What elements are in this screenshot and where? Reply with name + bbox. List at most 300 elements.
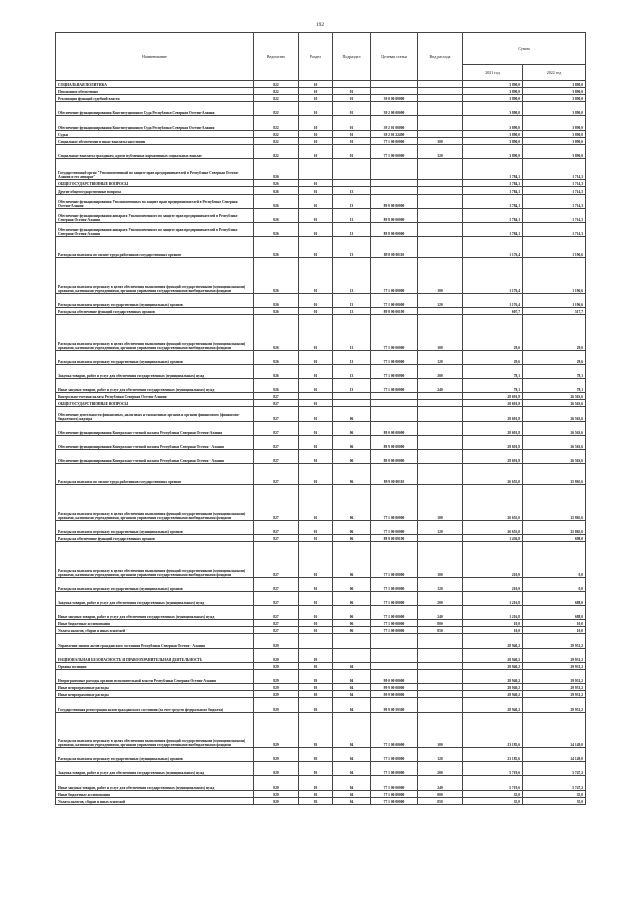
sum-2022-cell: 26 563,6 — [523, 421, 586, 435]
ved-cell: 826 — [254, 222, 299, 236]
sum-2021-cell: 1 176,4 — [463, 293, 523, 307]
razdel-cell: 01 — [299, 606, 333, 620]
podrazdel-cell: 04 — [333, 662, 371, 669]
sum-2021-cell: 28 940,2 — [463, 634, 523, 648]
name-cell: Органы юстиции — [56, 662, 254, 669]
sum-2021-cell: 35,0 — [463, 797, 523, 804]
header-2021: 2021 год — [463, 65, 523, 81]
sum-2021-cell: 1 784,1 — [463, 194, 523, 208]
podrazdel-cell — [333, 180, 371, 187]
table-row — [56, 577, 586, 591]
name-cell: Расходы на выплаты персоналу в целях обеспечения выполнения функций государственными (муниципальными) органами, казенными учреждениями, органами управления государственными внебюджетными фондами — [56, 542, 254, 578]
vr-cell — [418, 393, 463, 400]
razdel-cell: 03 — [299, 669, 333, 683]
vr-cell — [418, 81, 463, 88]
vr-cell: 100 — [418, 485, 463, 521]
vr-cell: 120 — [418, 520, 463, 534]
sum-2021-cell: 78,1 — [463, 379, 523, 393]
sum-2022-cell: 1 714,3 — [523, 180, 586, 187]
podrazdel-cell: 04 — [333, 790, 371, 797]
vr-cell — [418, 435, 463, 449]
sum-2021-cell: 1 784,1 — [463, 222, 523, 236]
sum-2022-cell: 3 890,0 — [523, 130, 586, 137]
table-row — [56, 407, 586, 421]
sum-2021-cell: 28 940,2 — [463, 698, 523, 712]
razdel-cell: 01 — [299, 542, 333, 578]
podrazdel-cell: 06 — [333, 435, 371, 449]
sum-2022-cell: 25 865,6 — [523, 485, 586, 521]
ved-cell: 829 — [254, 797, 299, 804]
ved-cell: 827 — [254, 606, 299, 620]
table-row — [56, 258, 586, 294]
ved-cell: 829 — [254, 748, 299, 762]
name-cell: Обеспечение функционирования Контрольно-счетной палаты Республики Северная Осетия-Алания — [56, 421, 254, 435]
ved-cell: 829 — [254, 698, 299, 712]
sum-2021-cell: 3 890,0 — [463, 116, 523, 130]
sum-2022-cell: 1 714,3 — [523, 159, 586, 180]
razdel-cell: 03 — [299, 776, 333, 790]
header-vr: Вид расхода — [418, 33, 463, 81]
razdel-cell: 01 — [299, 379, 333, 393]
cs-cell — [371, 400, 418, 407]
cs-cell: 77 1 00 00000 — [371, 762, 418, 776]
name-cell: Социальное обеспечение и иные выплаты населению — [56, 137, 254, 144]
cs-cell: 77 1 00 00000 — [371, 379, 418, 393]
cs-cell — [371, 407, 418, 421]
razdel-cell: 01 — [299, 315, 333, 351]
cs-cell — [371, 393, 418, 400]
cs-cell: 39 2 00 00000 — [371, 102, 418, 116]
name-cell: Судьи — [56, 130, 254, 137]
ved-cell: 829 — [254, 762, 299, 776]
razdel-cell: 03 — [299, 790, 333, 797]
razdel-cell: 01 — [299, 577, 333, 591]
vr-cell — [418, 698, 463, 712]
razdel-cell: 01 — [299, 400, 333, 407]
table-row — [56, 542, 586, 578]
cs-cell: 39 2 01 00000 — [371, 116, 418, 130]
sum-2022-cell: 29 931,2 — [523, 662, 586, 669]
table-row — [56, 180, 586, 187]
cs-cell: 77 1 00 00000 — [371, 144, 418, 158]
table-row — [56, 762, 586, 776]
cs-cell — [371, 662, 418, 669]
podrazdel-cell: 06 — [333, 577, 371, 591]
vr-cell: 100 — [418, 258, 463, 294]
ved-cell: 829 — [254, 712, 299, 748]
razdel-cell: 03 — [299, 797, 333, 804]
podrazdel-cell: 04 — [333, 797, 371, 804]
sum-2021-cell: 210,0 — [463, 542, 523, 578]
sum-2022-cell: 1 196,6 — [523, 258, 586, 294]
razdel-cell: 10 — [299, 144, 333, 158]
name-cell: Непрограммные расходы органов исполнительной власти Республики Северная Осетия-Алания — [56, 669, 254, 683]
ved-cell: 827 — [254, 400, 299, 407]
sum-2022-cell: 29 931,2 — [523, 648, 586, 662]
sum-2021-cell: 26 655,0 — [463, 464, 523, 485]
podrazdel-cell: 01 — [333, 137, 371, 144]
ved-cell: 826 — [254, 293, 299, 307]
ved-cell: 829 — [254, 684, 299, 691]
podrazdel-cell: 04 — [333, 762, 371, 776]
podrazdel-cell: 04 — [333, 776, 371, 790]
table-row — [56, 421, 586, 435]
razdel-cell: 01 — [299, 627, 333, 634]
cs-cell: 77 1 00 00000 — [371, 137, 418, 144]
table-row — [56, 520, 586, 534]
ved-cell: 826 — [254, 208, 299, 222]
ved-cell: 822 — [254, 116, 299, 130]
table-row — [56, 364, 586, 378]
ved-cell: 822 — [254, 102, 299, 116]
sum-2021-cell: 5 719,6 — [463, 776, 523, 790]
sum-2021-cell: 26 655,0 — [463, 520, 523, 534]
sum-2021-cell: 29,6 — [463, 315, 523, 351]
razdel-cell: 01 — [299, 620, 333, 627]
table-row — [56, 627, 586, 634]
vr-cell — [418, 308, 463, 315]
sum-2022-cell: 29 931,2 — [523, 698, 586, 712]
vr-cell — [418, 407, 463, 421]
podrazdel-cell: 06 — [333, 606, 371, 620]
cs-cell: 89 9 00 00000 — [371, 449, 418, 463]
razdel-cell: 03 — [299, 691, 333, 698]
name-cell: Иные бюджетные ассигнования — [56, 790, 254, 797]
sum-2021-cell: 28 940,2 — [463, 669, 523, 683]
sum-2021-cell: 210,0 — [463, 577, 523, 591]
sum-2021-cell: 28 691,8 — [463, 449, 523, 463]
cs-cell: 89 8 00 00000 — [371, 208, 418, 222]
razdel-cell: 01 — [299, 520, 333, 534]
sum-2022-cell: 29,6 — [523, 315, 586, 351]
ved-cell: 826 — [254, 350, 299, 364]
table-row — [56, 222, 586, 236]
sum-2022-cell: 10,0 — [523, 620, 586, 627]
podrazdel-cell: 04 — [333, 748, 371, 762]
cs-cell: 77 1 00 00000 — [371, 293, 418, 307]
podrazdel-cell: 06 — [333, 485, 371, 521]
podrazdel-cell: 13 — [333, 379, 371, 393]
sum-2021-cell: 1 784,1 — [463, 208, 523, 222]
podrazdel-cell: 06 — [333, 627, 371, 634]
podrazdel-cell: 13 — [333, 194, 371, 208]
podrazdel-cell: 06 — [333, 449, 371, 463]
ved-cell: 826 — [254, 379, 299, 393]
razdel-cell: 01 — [299, 485, 333, 521]
sum-2021-cell: 3 890,0 — [463, 102, 523, 116]
cs-cell: 77 1 00 00000 — [371, 776, 418, 790]
name-cell: Закупка товаров, работ и услуг для обеспечения государственных (муниципальных) нужд — [56, 591, 254, 605]
podrazdel-cell — [333, 648, 371, 662]
sum-2022-cell: 1 714,3 — [523, 194, 586, 208]
cs-cell — [371, 187, 418, 194]
sum-2022-cell: 26 563,6 — [523, 400, 586, 407]
ved-cell: 829 — [254, 669, 299, 683]
vr-cell — [418, 691, 463, 698]
vr-cell: 800 — [418, 790, 463, 797]
razdel-cell: 10 — [299, 137, 333, 144]
sum-2021-cell: 3 890,0 — [463, 81, 523, 88]
sum-2022-cell: 29 931,2 — [523, 669, 586, 683]
podrazdel-cell: 13 — [333, 187, 371, 194]
sum-2022-cell: 1 196,6 — [523, 293, 586, 307]
podrazdel-cell: 04 — [333, 698, 371, 712]
name-cell: Социальные выплаты гражданам, кроме публичных нормативных социальных выплат — [56, 144, 254, 158]
podrazdel-cell: 01 — [333, 95, 371, 102]
razdel-cell: 10 — [299, 81, 333, 88]
name-cell: Иные закупки товаров, работ и услуг для обеспечения государственных (муниципальных) нужд — [56, 379, 254, 393]
table-row — [56, 379, 586, 393]
podrazdel-cell: 06 — [333, 421, 371, 435]
table-row — [56, 620, 586, 627]
podrazdel-cell: 13 — [333, 364, 371, 378]
sum-2022-cell: 688,0 — [523, 606, 586, 620]
name-cell: Иные закупки товаров, работ и услуг для обеспечения государственных (муниципальных) нужд — [56, 606, 254, 620]
sum-2022-cell: 1 196,6 — [523, 237, 586, 258]
ved-cell: 826 — [254, 364, 299, 378]
cs-cell — [371, 88, 418, 95]
vr-cell — [418, 535, 463, 542]
razdel-cell: 01 — [299, 407, 333, 421]
cs-cell: 77 1 00 00000 — [371, 364, 418, 378]
table-row — [56, 393, 586, 400]
vr-cell — [418, 95, 463, 102]
sum-2021-cell: 1 784,1 — [463, 187, 523, 194]
vr-cell: 850 — [418, 797, 463, 804]
cs-cell — [371, 180, 418, 187]
vr-cell: 100 — [418, 712, 463, 748]
cs-cell — [371, 81, 418, 88]
vr-cell — [418, 237, 463, 258]
name-cell: Реализация функций судебной власти — [56, 95, 254, 102]
sum-2022-cell: 688,0 — [523, 591, 586, 605]
cs-cell — [371, 159, 418, 180]
sum-2021-cell: 1 216,8 — [463, 591, 523, 605]
podrazdel-cell: 01 — [333, 116, 371, 130]
vr-cell: 240 — [418, 379, 463, 393]
razdel-cell: 10 — [299, 95, 333, 102]
table-row — [56, 137, 586, 144]
podrazdel-cell: 13 — [333, 293, 371, 307]
table-row — [56, 308, 586, 315]
vr-cell: 200 — [418, 762, 463, 776]
razdel-cell: 01 — [299, 591, 333, 605]
vr-cell: 850 — [418, 627, 463, 634]
cs-cell: 77 1 00 00000 — [371, 712, 418, 748]
vr-cell — [418, 88, 463, 95]
vr-cell — [418, 662, 463, 669]
name-cell: Обеспечение функционирования Контрольно-счетной палаты Республики Северная Осетия - Алания — [56, 449, 254, 463]
razdel-cell: 10 — [299, 88, 333, 95]
podrazdel-cell: 06 — [333, 591, 371, 605]
razdel-cell: 01 — [299, 237, 333, 258]
podrazdel-cell: 06 — [333, 535, 371, 542]
razdel-cell: 01 — [299, 258, 333, 294]
sum-2021-cell: 3 890,0 — [463, 137, 523, 144]
razdel-cell: 10 — [299, 116, 333, 130]
name-cell: Расходы на обеспечение функций государственных органов — [56, 535, 254, 542]
vr-cell: 100 — [418, 315, 463, 351]
sum-2022-cell: 3 890,0 — [523, 102, 586, 116]
ved-cell: 826 — [254, 308, 299, 315]
ved-cell: 829 — [254, 634, 299, 648]
sum-2022-cell: 1 714,3 — [523, 222, 586, 236]
name-cell: Расходы на выплаты персоналу в целях обеспечения выполнения функций государственными (муниципальными) органами, казенными учреждениями, органами управления государственными внебюджетными фондами — [56, 712, 254, 748]
ved-cell: 827 — [254, 435, 299, 449]
sum-2021-cell: 23 185,6 — [463, 748, 523, 762]
ved-cell: 826 — [254, 315, 299, 351]
cs-cell — [371, 634, 418, 648]
table-row — [56, 81, 586, 88]
name-cell: Расходы на выплаты персоналу в целях обеспечения выполнения функций государственными (муниципальными) органами, казенными учреждениями, органами управления государственными внебюджетными фондами — [56, 258, 254, 294]
sum-2021-cell: 28 691,8 — [463, 400, 523, 407]
sum-2022-cell: 26 563,6 — [523, 407, 586, 421]
ved-cell: 826 — [254, 237, 299, 258]
sum-2022-cell: 25 865,6 — [523, 464, 586, 485]
table-row — [56, 797, 586, 804]
ved-cell: 822 — [254, 81, 299, 88]
podrazdel-cell: 04 — [333, 669, 371, 683]
podrazdel-cell: 13 — [333, 222, 371, 236]
podrazdel-cell: 13 — [333, 315, 371, 351]
vr-cell — [418, 130, 463, 137]
vr-cell — [418, 648, 463, 662]
vr-cell — [418, 400, 463, 407]
razdel-cell: 10 — [299, 102, 333, 116]
vr-cell: 120 — [418, 748, 463, 762]
table-row — [56, 159, 586, 180]
cs-cell: 77 1 00 00000 — [371, 577, 418, 591]
sum-2022-cell: 35,0 — [523, 790, 586, 797]
vr-cell: 120 — [418, 577, 463, 591]
razdel-cell: 01 — [299, 364, 333, 378]
vr-cell — [418, 222, 463, 236]
sum-2021-cell: 1 176,4 — [463, 237, 523, 258]
ved-cell: 826 — [254, 258, 299, 294]
name-cell: Уплата налогов, сборов и иных платежей — [56, 627, 254, 634]
vr-cell — [418, 187, 463, 194]
name-cell: Контрольно-счетная палата Республики Северная Осетия-Алания — [56, 393, 254, 400]
sum-2022-cell: 24 149,0 — [523, 712, 586, 748]
podrazdel-cell — [333, 634, 371, 648]
vr-cell — [418, 116, 463, 130]
cs-cell: 89 0 00 00000 — [371, 421, 418, 435]
cs-cell: 77 1 00 00000 — [371, 627, 418, 634]
ved-cell: 827 — [254, 520, 299, 534]
ved-cell: 827 — [254, 464, 299, 485]
sum-2021-cell: 1 176,4 — [463, 258, 523, 294]
name-cell: СОЦИАЛЬНАЯ ПОЛИТИКА — [56, 81, 254, 88]
podrazdel-cell: 04 — [333, 712, 371, 748]
table-row — [56, 712, 586, 748]
sum-2022-cell: 698,0 — [523, 535, 586, 542]
sum-2022-cell: 5 747,2 — [523, 776, 586, 790]
razdel-cell: 03 — [299, 762, 333, 776]
sum-2022-cell: 29 931,2 — [523, 634, 586, 648]
podrazdel-cell: 13 — [333, 237, 371, 258]
table-row — [56, 293, 586, 307]
ved-cell: 827 — [254, 627, 299, 634]
podrazdel-cell — [333, 81, 371, 88]
vr-cell: 200 — [418, 364, 463, 378]
sum-2022-cell: 3 890,0 — [523, 88, 586, 95]
name-cell: Обеспечение функционирования Конституционного Суда Республики Северная Осетия-Алания — [56, 116, 254, 130]
sum-2022-cell: 5 747,2 — [523, 762, 586, 776]
table-row — [56, 187, 586, 194]
cs-cell: 77 1 00 00000 — [371, 520, 418, 534]
sum-2021-cell: 1 784,1 — [463, 180, 523, 187]
header-name: Наименование — [56, 33, 254, 81]
table-row — [56, 606, 586, 620]
cs-cell: 39 0 00 00000 — [371, 95, 418, 102]
ved-cell: 822 — [254, 130, 299, 137]
name-cell: Расходы на выплаты персоналу государственных (муниципальных) органов — [56, 293, 254, 307]
razdel-cell — [299, 159, 333, 180]
budget-table — [55, 32, 586, 805]
vr-cell — [418, 634, 463, 648]
name-cell: Расходы на выплаты персоналу в целях обеспечения выполнения функций государственными (муниципальными) органами, казенными учреждениями, органами управления государственными внебюджетными фондами — [56, 315, 254, 351]
razdel-cell: 01 — [299, 435, 333, 449]
table-row — [56, 634, 586, 648]
razdel-cell: 03 — [299, 698, 333, 712]
cs-cell: 89 9 00 00190 — [371, 535, 418, 542]
header-razdel: Раздел — [299, 33, 333, 81]
razdel-cell: 01 — [299, 464, 333, 485]
sum-2021-cell: 28 691,8 — [463, 393, 523, 400]
sum-2022-cell: 3 890,0 — [523, 81, 586, 88]
vr-cell — [418, 180, 463, 187]
ved-cell: 822 — [254, 95, 299, 102]
name-cell: Расходы на обеспечение функций государственных органов — [56, 308, 254, 315]
sum-2021-cell: 28 691,8 — [463, 407, 523, 421]
sum-2022-cell: 10,0 — [523, 627, 586, 634]
ved-cell: 822 — [254, 144, 299, 158]
sum-2021-cell: 10,0 — [463, 627, 523, 634]
name-cell: Обеспечение функционирования аппарата Уполномоченного по защите прав предпринимателей в Республике Северная Осетия-Алания — [56, 208, 254, 222]
name-cell: Расходы на выплаты персоналу государственных (муниципальных) органов — [56, 748, 254, 762]
sum-2021-cell: 3 890,0 — [463, 95, 523, 102]
name-cell: Расходы на выплаты персоналу государственных (муниципальных) органов — [56, 577, 254, 591]
vr-cell: 320 — [418, 144, 463, 158]
table-row — [56, 95, 586, 102]
sum-2021-cell: 1 436,8 — [463, 535, 523, 542]
cs-cell: 77 1 00 00000 — [371, 485, 418, 521]
sum-2021-cell: 10,0 — [463, 620, 523, 627]
table-row — [56, 669, 586, 683]
ved-cell: 827 — [254, 393, 299, 400]
table-row — [56, 776, 586, 790]
cs-cell: 77 1 00 00000 — [371, 315, 418, 351]
podrazdel-cell: 06 — [333, 620, 371, 627]
sum-2022-cell: 78,1 — [523, 379, 586, 393]
podrazdel-cell: 13 — [333, 350, 371, 364]
podrazdel-cell — [333, 159, 371, 180]
table-row — [56, 748, 586, 762]
cs-cell: 77 1 00 00000 — [371, 542, 418, 578]
vr-cell — [418, 684, 463, 691]
sum-2021-cell: 28 940,2 — [463, 648, 523, 662]
name-cell: Пенсионное обеспечение — [56, 88, 254, 95]
name-cell: Обеспечение функционирования аппарата Уполномоченного по защите прав предпринимателей в Республике Северная Осетия-Алания — [56, 222, 254, 236]
cs-cell: 77 1 00 00000 — [371, 606, 418, 620]
cs-cell: 99 9 00 59300 — [371, 698, 418, 712]
podrazdel-cell: 06 — [333, 542, 371, 578]
vr-cell — [418, 208, 463, 222]
name-cell: Закупка товаров, работ и услуг для обеспечения государственных (муниципальных) нужд — [56, 762, 254, 776]
razdel-cell: 01 — [299, 449, 333, 463]
sum-2021-cell: 3 890,0 — [463, 130, 523, 137]
name-cell: Расходы на выплаты персоналу в целях обеспечения выполнения функций государственными (муниципальными) органами, казенными учреждениями, органами управления государственными внебюджетными фондами — [56, 485, 254, 521]
